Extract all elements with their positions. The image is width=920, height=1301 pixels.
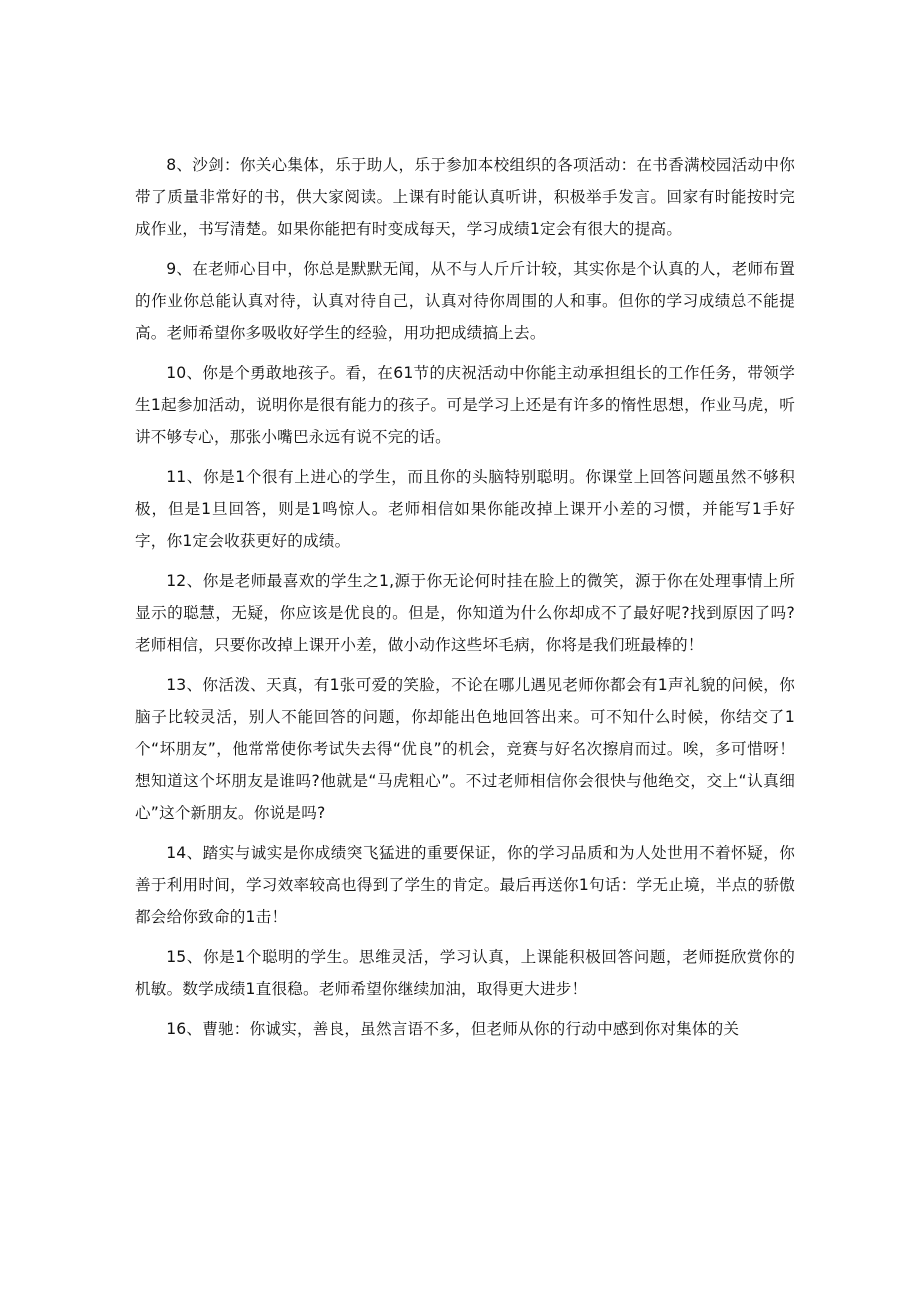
comment-paragraph-10: 10、你是个勇敢地孩子。看，在61节的庆祝活动中你能主动承担组长的工作任务，带领学生1起参加活动，说明你是很有能力的孩子。可是学习上还是有许多的惰性思想，作业马虎，听讲不够专心，那张小嘴巴永远有说不完的话。 (135, 364, 795, 446)
comment-paragraph-16: 16、曹驰：你诚实，善良，虽然言语不多，但老师从你的行动中感到你对集体的关 (166, 1020, 740, 1038)
comment-paragraph-15: 15、你是1个聪明的学生。思维灵活，学习认真，上课能积极回答问题，老师挺欣赏你的机敏。数学成绩1直很稳。老师希望你继续加油，取得更大进步！ (135, 948, 795, 998)
comment-paragraph-12: 12、你是老师最喜欢的学生之1,源于你无论何时挂在脸上的微笑，源于你在处理事情上所显示的聪慧，无疑，你应该是优良的。但是，你知道为什么你却成不了最好呢?找到原因了吗?老师相信，只要你改掉上课开小差，做小动作这些坏毛病，你将是我们班最棒的！ (135, 572, 795, 654)
comment-paragraph-11: 11、你是1个很有上进心的学生，而且你的头脑特别聪明。你课堂上回答问题虽然不够积极，但是1旦回答，则是1鸣惊人。老师相信如果你能改掉上课开小差的习惯，并能写1手好字，你1定会收获更好的成绩。 (135, 468, 795, 550)
comment-paragraph-9: 9、在老师心目中，你总是默默无闻，从不与人斤斤计较，其实你是个认真的人，老师布置的作业你总能认真对待，认真对待自己，认真对待你周围的人和事。但你的学习成绩总不能提高。老师希望你多吸收好学生的经验，用功把成绩搞上去。 (135, 260, 795, 342)
comment-paragraph-14: 14、踏实与诚实是你成绩突飞猛进的重要保证，你的学习品质和为人处世用不着怀疑，你善于利用时间，学习效率较高也得到了学生的肯定。最后再送你1句话：学无止境，半点的骄傲都会给你致命的1击！ (135, 844, 795, 926)
comment-paragraph-8: 8、沙剑：你关心集体，乐于助人，乐于参加本校组织的各项活动：在书香满校园活动中你带了质量非常好的书，供大家阅读。上课有时能认真听讲，积极举手发言。回家有时能按时完成作业，书写清楚。如果你能把有时变成每天，学习成绩1定会有很大的提高。 (135, 156, 795, 238)
comment-paragraph-13: 13、你活泼、天真，有1张可爱的笑脸，不论在哪儿遇见老师你都会有1声礼貌的问候，你脑子比较灵活，别人不能回答的问题，你却能出色地回答出来。可不知什么时候，你结交了1个“坏朋友”，他常常使你考试失去得“优良”的机会，竞赛与好名次擦肩而过。唉，多可惜呀！想知道这个坏朋友是谁吗?他就是“马虎粗心”。不过老师相信你会很快与他绝交，交上“认真细心”这个新朋友。你说是吗? (135, 676, 795, 822)
document-body (135, 149, 795, 1053)
